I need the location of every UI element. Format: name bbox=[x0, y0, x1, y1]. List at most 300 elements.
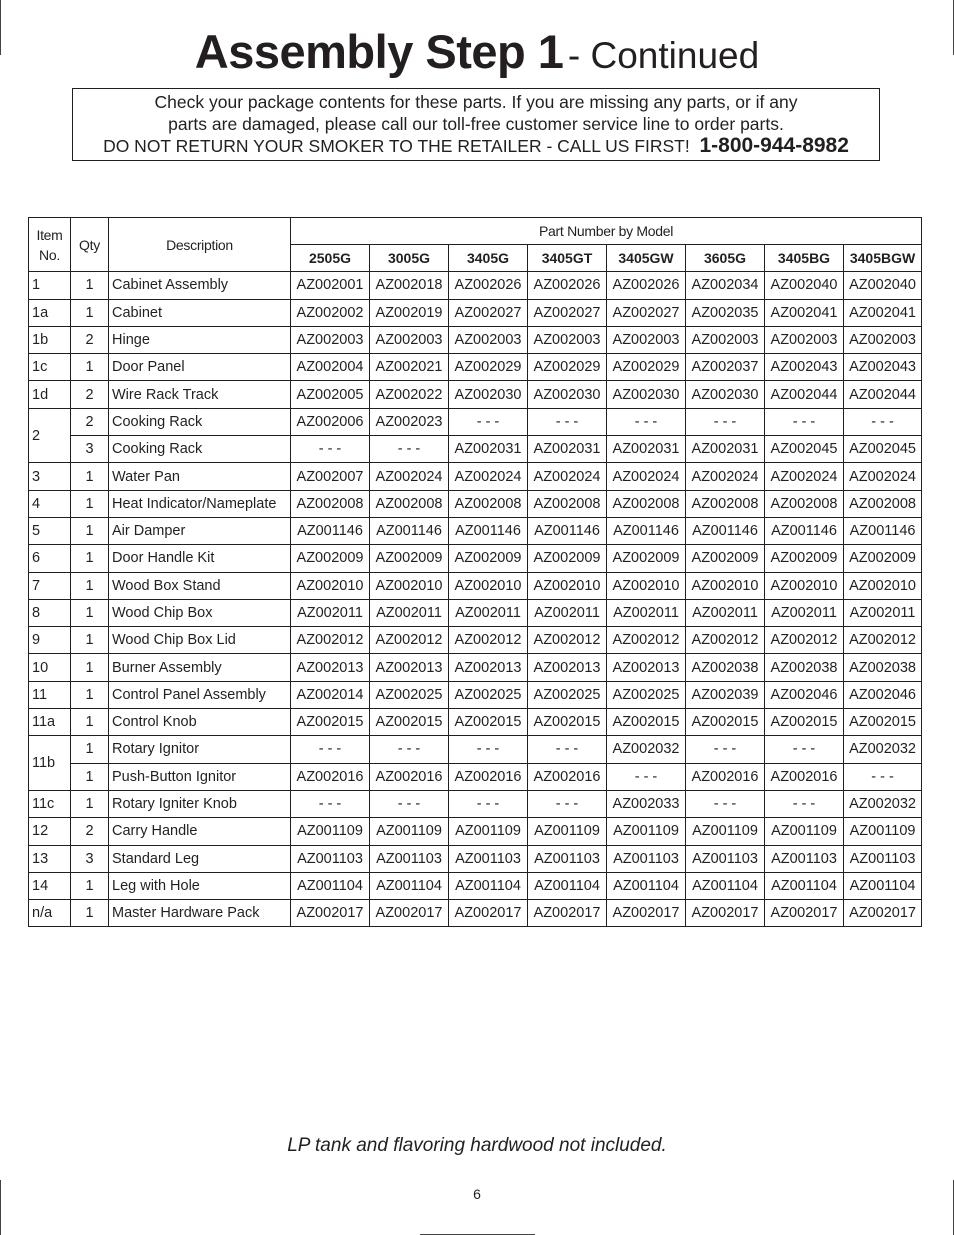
qty-cell: 3 bbox=[71, 845, 109, 872]
part-number-cell: AZ002029 bbox=[607, 354, 686, 381]
part-number-cell: AZ002009 bbox=[528, 545, 607, 572]
part-number-cell: AZ002016 bbox=[291, 763, 370, 790]
item-number-cell: 9 bbox=[29, 627, 71, 654]
part-number-cell: AZ001103 bbox=[765, 845, 844, 872]
part-number-cell: - - - bbox=[765, 736, 844, 763]
part-number-cell: AZ002011 bbox=[528, 599, 607, 626]
part-number-cell: AZ002008 bbox=[528, 490, 607, 517]
part-number-cell: AZ001109 bbox=[844, 818, 922, 845]
part-number-cell: AZ002013 bbox=[449, 654, 528, 681]
notice-line-3 bbox=[73, 135, 879, 157]
description-cell: Air Damper bbox=[109, 517, 291, 544]
part-number-cell: - - - bbox=[765, 408, 844, 435]
table-row bbox=[29, 736, 922, 763]
description-cell: Cabinet Assembly bbox=[109, 272, 291, 299]
part-number-cell: AZ002006 bbox=[291, 408, 370, 435]
item-number-cell: 11a bbox=[29, 709, 71, 736]
part-number-cell: AZ002024 bbox=[607, 463, 686, 490]
part-number-cell: AZ002025 bbox=[528, 681, 607, 708]
part-number-cell: AZ002031 bbox=[607, 436, 686, 463]
part-number-cell: AZ002012 bbox=[686, 627, 765, 654]
part-number-cell: AZ001104 bbox=[370, 872, 449, 899]
part-number-cell: AZ001104 bbox=[291, 872, 370, 899]
part-number-cell: AZ002005 bbox=[291, 381, 370, 408]
part-number-cell: AZ002003 bbox=[370, 326, 449, 353]
table-row bbox=[29, 627, 922, 654]
part-number-cell: AZ002045 bbox=[765, 436, 844, 463]
model-header: 3405GT bbox=[528, 245, 607, 272]
part-number-cell: AZ002038 bbox=[686, 654, 765, 681]
model-header: 2505G bbox=[291, 245, 370, 272]
phone-number: 1-800-944-8982 bbox=[699, 134, 849, 157]
part-number-cell: - - - bbox=[844, 763, 922, 790]
part-number-cell: AZ001146 bbox=[291, 517, 370, 544]
part-number-cell: - - - bbox=[528, 790, 607, 817]
part-number-cell: AZ002015 bbox=[844, 709, 922, 736]
part-number-cell: AZ002025 bbox=[607, 681, 686, 708]
table-row bbox=[29, 709, 922, 736]
description-cell: Cooking Rack bbox=[109, 436, 291, 463]
part-number-cell: - - - bbox=[607, 408, 686, 435]
description-cell: Rotary Ignitor bbox=[109, 736, 291, 763]
table-row bbox=[29, 545, 922, 572]
part-number-cell: AZ002002 bbox=[291, 299, 370, 326]
part-number-cell: AZ002008 bbox=[370, 490, 449, 517]
qty-cell: 1 bbox=[71, 681, 109, 708]
part-number-cell: AZ002010 bbox=[528, 572, 607, 599]
part-number-cell: AZ002011 bbox=[844, 599, 922, 626]
part-number-cell: AZ002012 bbox=[449, 627, 528, 654]
description-cell: Wood Chip Box Lid bbox=[109, 627, 291, 654]
part-number-cell: AZ002024 bbox=[765, 463, 844, 490]
qty-header: Qty bbox=[71, 218, 109, 272]
part-number-cell: AZ002044 bbox=[765, 381, 844, 408]
part-number-cell: AZ002009 bbox=[370, 545, 449, 572]
part-number-cell: - - - bbox=[291, 436, 370, 463]
part-number-cell: AZ002013 bbox=[528, 654, 607, 681]
item-number-cell: 11 bbox=[29, 681, 71, 708]
item-number-cell: 14 bbox=[29, 872, 71, 899]
item-number-cell: 13 bbox=[29, 845, 71, 872]
description-header: Description bbox=[109, 218, 291, 272]
part-number-cell: AZ001103 bbox=[528, 845, 607, 872]
part-number-cell: AZ002024 bbox=[844, 463, 922, 490]
part-number-cell: AZ002003 bbox=[291, 326, 370, 353]
footer-note: LP tank and flavoring hardwood not included. bbox=[287, 1135, 667, 1156]
part-number-cell: AZ002009 bbox=[449, 545, 528, 572]
part-number-cell: AZ001103 bbox=[844, 845, 922, 872]
notice-line-2: parts are damaged, please call our toll-free customer service line to order parts. bbox=[168, 114, 784, 134]
part-number-cell: AZ002017 bbox=[765, 900, 844, 927]
part-number-cell: AZ001146 bbox=[765, 517, 844, 544]
part-number-cell: AZ001103 bbox=[686, 845, 765, 872]
part-number-cell: AZ002046 bbox=[844, 681, 922, 708]
model-header: 3605G bbox=[686, 245, 765, 272]
part-number-cell: AZ002007 bbox=[291, 463, 370, 490]
part-number-cell: AZ002009 bbox=[291, 545, 370, 572]
item-number-cell: 3 bbox=[29, 463, 71, 490]
part-number-cell: AZ002015 bbox=[291, 709, 370, 736]
table-row bbox=[29, 354, 922, 381]
table-row bbox=[29, 572, 922, 599]
description-cell: Burner Assembly bbox=[109, 654, 291, 681]
part-number-cell: AZ002009 bbox=[765, 545, 844, 572]
part-number-cell: AZ002011 bbox=[449, 599, 528, 626]
part-number-cell: AZ002017 bbox=[607, 900, 686, 927]
part-number-cell: AZ002010 bbox=[370, 572, 449, 599]
table-row bbox=[29, 326, 922, 353]
part-number-cell: AZ002012 bbox=[607, 627, 686, 654]
description-cell: Control Panel Assembly bbox=[109, 681, 291, 708]
item-number-cell: 10 bbox=[29, 654, 71, 681]
part-number-cell: AZ002030 bbox=[607, 381, 686, 408]
item-no-header: Item No. bbox=[29, 218, 71, 272]
part-number-cell: - - - bbox=[449, 736, 528, 763]
part-number-cell: AZ002011 bbox=[291, 599, 370, 626]
part-number-cell: AZ002008 bbox=[607, 490, 686, 517]
item-number-cell: 7 bbox=[29, 572, 71, 599]
description-cell: Wood Chip Box bbox=[109, 599, 291, 626]
part-number-cell: AZ001146 bbox=[528, 517, 607, 544]
part-number-cell: AZ001104 bbox=[765, 872, 844, 899]
part-number-cell: AZ002040 bbox=[765, 272, 844, 299]
part-number-cell: AZ002017 bbox=[528, 900, 607, 927]
qty-cell: 1 bbox=[71, 736, 109, 763]
description-cell: Door Handle Kit bbox=[109, 545, 291, 572]
part-number-cell: AZ002018 bbox=[370, 272, 449, 299]
part-number-cell: AZ002017 bbox=[449, 900, 528, 927]
table-row bbox=[29, 681, 922, 708]
page-title bbox=[0, 24, 954, 79]
part-number-cell: AZ002011 bbox=[607, 599, 686, 626]
part-number-cell: AZ002017 bbox=[844, 900, 922, 927]
part-number-cell: AZ002029 bbox=[449, 354, 528, 381]
table-row bbox=[29, 299, 922, 326]
part-number-cell: AZ002015 bbox=[449, 709, 528, 736]
part-number-cell: AZ001104 bbox=[607, 872, 686, 899]
description-cell: Hinge bbox=[109, 326, 291, 353]
description-cell: Leg with Hole bbox=[109, 872, 291, 899]
part-number-cell: AZ002016 bbox=[449, 763, 528, 790]
item-number-cell: 4 bbox=[29, 490, 71, 517]
part-number-cell: AZ002032 bbox=[607, 736, 686, 763]
part-number-cell: AZ002024 bbox=[370, 463, 449, 490]
part-number-cell: - - - bbox=[528, 736, 607, 763]
qty-cell: 1 bbox=[71, 872, 109, 899]
qty-cell: 1 bbox=[71, 272, 109, 299]
part-number-cell: AZ001109 bbox=[291, 818, 370, 845]
part-number-cell: AZ002012 bbox=[765, 627, 844, 654]
part-number-cell: AZ002016 bbox=[528, 763, 607, 790]
part-number-cell: AZ002011 bbox=[370, 599, 449, 626]
part-number-cell: AZ002024 bbox=[449, 463, 528, 490]
part-number-cell: AZ002017 bbox=[291, 900, 370, 927]
qty-cell: 1 bbox=[71, 900, 109, 927]
part-number-cell: AZ002001 bbox=[291, 272, 370, 299]
description-cell: Push-Button Ignitor bbox=[109, 763, 291, 790]
item-number-cell: 5 bbox=[29, 517, 71, 544]
part-number-cell: AZ001146 bbox=[844, 517, 922, 544]
model-header: 3405BG bbox=[765, 245, 844, 272]
part-number-cell: AZ002024 bbox=[686, 463, 765, 490]
part-number-cell: AZ001146 bbox=[449, 517, 528, 544]
description-cell: Carry Handle bbox=[109, 818, 291, 845]
part-number-cell: AZ002012 bbox=[528, 627, 607, 654]
part-number-cell: AZ002041 bbox=[844, 299, 922, 326]
part-number-cell: - - - bbox=[765, 790, 844, 817]
part-number-cell: - - - bbox=[370, 736, 449, 763]
qty-cell: 2 bbox=[71, 408, 109, 435]
description-cell: Wire Rack Track bbox=[109, 381, 291, 408]
part-number-cell: AZ002031 bbox=[449, 436, 528, 463]
description-cell: Standard Leg bbox=[109, 845, 291, 872]
part-number-cell: AZ002027 bbox=[528, 299, 607, 326]
description-cell: Cooking Rack bbox=[109, 408, 291, 435]
part-number-cell: AZ002014 bbox=[291, 681, 370, 708]
description-cell: Master Hardware Pack bbox=[109, 900, 291, 927]
part-number-cell: AZ002030 bbox=[528, 381, 607, 408]
part-number-cell: AZ002010 bbox=[844, 572, 922, 599]
description-cell: Door Panel bbox=[109, 354, 291, 381]
part-number-cell: AZ002040 bbox=[844, 272, 922, 299]
part-number-cell: - - - bbox=[686, 790, 765, 817]
part-number-group-header: Part Number by Model bbox=[291, 218, 922, 245]
part-number-cell: AZ002019 bbox=[370, 299, 449, 326]
part-number-cell: AZ002003 bbox=[528, 326, 607, 353]
table-row bbox=[29, 818, 922, 845]
qty-cell: 1 bbox=[71, 299, 109, 326]
qty-cell: 1 bbox=[71, 627, 109, 654]
part-number-cell: AZ002031 bbox=[686, 436, 765, 463]
part-number-cell: AZ002004 bbox=[291, 354, 370, 381]
part-number-cell: AZ002011 bbox=[765, 599, 844, 626]
qty-cell: 1 bbox=[71, 599, 109, 626]
part-number-cell: AZ001146 bbox=[607, 517, 686, 544]
part-number-cell: AZ002031 bbox=[528, 436, 607, 463]
part-number-cell: AZ002003 bbox=[686, 326, 765, 353]
part-number-cell: AZ001104 bbox=[844, 872, 922, 899]
part-number-cell: AZ002032 bbox=[844, 736, 922, 763]
part-number-cell: - - - bbox=[449, 790, 528, 817]
qty-cell: 1 bbox=[71, 545, 109, 572]
qty-cell: 1 bbox=[71, 763, 109, 790]
part-number-cell: AZ002023 bbox=[370, 408, 449, 435]
page-title-suffix: - Continued bbox=[567, 35, 760, 76]
part-number-cell: AZ001109 bbox=[449, 818, 528, 845]
qty-cell: 2 bbox=[71, 326, 109, 353]
description-cell: Heat Indicator/Nameplate bbox=[109, 490, 291, 517]
part-number-cell: AZ002015 bbox=[765, 709, 844, 736]
part-number-cell: AZ002026 bbox=[449, 272, 528, 299]
table-row bbox=[29, 654, 922, 681]
part-number-cell: AZ002015 bbox=[686, 709, 765, 736]
part-number-cell: AZ002026 bbox=[607, 272, 686, 299]
part-number-cell: AZ002003 bbox=[449, 326, 528, 353]
part-number-cell: - - - bbox=[291, 736, 370, 763]
qty-cell: 1 bbox=[71, 463, 109, 490]
part-number-cell: AZ002008 bbox=[765, 490, 844, 517]
part-number-cell: AZ002044 bbox=[844, 381, 922, 408]
part-number-cell: AZ001103 bbox=[449, 845, 528, 872]
item-number-cell: 2 bbox=[29, 408, 71, 463]
qty-cell: 2 bbox=[71, 818, 109, 845]
part-number-cell: - - - bbox=[449, 408, 528, 435]
part-number-cell: AZ002039 bbox=[686, 681, 765, 708]
qty-cell: 1 bbox=[71, 354, 109, 381]
part-number-cell: AZ002026 bbox=[528, 272, 607, 299]
part-number-cell: AZ002046 bbox=[765, 681, 844, 708]
part-number-cell: AZ002008 bbox=[291, 490, 370, 517]
table-row bbox=[29, 790, 922, 817]
model-header: 3405GW bbox=[607, 245, 686, 272]
item-number-cell: 6 bbox=[29, 545, 71, 572]
qty-cell: 1 bbox=[71, 709, 109, 736]
part-number-cell: AZ002008 bbox=[686, 490, 765, 517]
part-number-cell: AZ002016 bbox=[765, 763, 844, 790]
part-number-cell: AZ002012 bbox=[370, 627, 449, 654]
item-number-cell: 11b bbox=[29, 736, 71, 791]
part-number-cell: AZ002038 bbox=[765, 654, 844, 681]
page-number: 6 bbox=[473, 1186, 481, 1202]
part-number-cell: AZ002032 bbox=[844, 790, 922, 817]
part-number-cell: AZ002010 bbox=[607, 572, 686, 599]
part-number-cell: - - - bbox=[370, 790, 449, 817]
part-number-cell: AZ002030 bbox=[686, 381, 765, 408]
item-number-cell: 1b bbox=[29, 326, 71, 353]
notice-box bbox=[72, 88, 880, 161]
table-row bbox=[29, 408, 922, 435]
part-number-cell: AZ002025 bbox=[449, 681, 528, 708]
item-number-cell: 11c bbox=[29, 790, 71, 817]
part-number-cell: AZ001109 bbox=[528, 818, 607, 845]
description-cell: Control Knob bbox=[109, 709, 291, 736]
table-row bbox=[29, 381, 922, 408]
table-row bbox=[29, 490, 922, 517]
part-number-cell: AZ001146 bbox=[686, 517, 765, 544]
part-number-cell: - - - bbox=[686, 736, 765, 763]
part-number-cell: AZ002008 bbox=[449, 490, 528, 517]
description-cell: Rotary Igniter Knob bbox=[109, 790, 291, 817]
part-number-cell: AZ002017 bbox=[370, 900, 449, 927]
part-number-cell: AZ002045 bbox=[844, 436, 922, 463]
part-number-cell: AZ002009 bbox=[844, 545, 922, 572]
part-number-cell: AZ002043 bbox=[844, 354, 922, 381]
qty-cell: 1 bbox=[71, 517, 109, 544]
table-row bbox=[29, 272, 922, 299]
part-number-cell: AZ002043 bbox=[765, 354, 844, 381]
item-number-cell: 1a bbox=[29, 299, 71, 326]
part-number-cell: - - - bbox=[528, 408, 607, 435]
part-number-cell: AZ002024 bbox=[528, 463, 607, 490]
description-cell: Cabinet bbox=[109, 299, 291, 326]
part-number-cell: AZ001104 bbox=[449, 872, 528, 899]
part-number-cell: AZ002033 bbox=[607, 790, 686, 817]
part-number-cell: AZ002041 bbox=[765, 299, 844, 326]
qty-cell: 1 bbox=[71, 572, 109, 599]
description-cell: Water Pan bbox=[109, 463, 291, 490]
qty-cell: 2 bbox=[71, 381, 109, 408]
part-number-cell: - - - bbox=[607, 763, 686, 790]
model-header: 3005G bbox=[370, 245, 449, 272]
part-number-cell: AZ002009 bbox=[607, 545, 686, 572]
part-number-cell: - - - bbox=[370, 436, 449, 463]
part-number-cell: AZ002025 bbox=[370, 681, 449, 708]
part-number-cell: AZ002034 bbox=[686, 272, 765, 299]
part-number-cell: AZ002030 bbox=[449, 381, 528, 408]
part-number-cell: AZ002010 bbox=[686, 572, 765, 599]
part-number-cell: AZ002015 bbox=[528, 709, 607, 736]
qty-cell: 1 bbox=[71, 790, 109, 817]
parts-table bbox=[28, 217, 922, 927]
part-number-cell: AZ001103 bbox=[291, 845, 370, 872]
item-number-cell: n/a bbox=[29, 900, 71, 927]
part-number-cell: AZ002035 bbox=[686, 299, 765, 326]
item-number-cell: 1 bbox=[29, 272, 71, 299]
part-number-cell: AZ001103 bbox=[370, 845, 449, 872]
item-number-cell: 12 bbox=[29, 818, 71, 845]
part-number-cell: AZ002012 bbox=[844, 627, 922, 654]
part-number-cell: AZ002037 bbox=[686, 354, 765, 381]
table-row bbox=[29, 599, 922, 626]
part-number-cell: AZ002013 bbox=[607, 654, 686, 681]
table-row bbox=[29, 900, 922, 927]
part-number-cell: AZ002012 bbox=[291, 627, 370, 654]
part-number-cell: AZ002022 bbox=[370, 381, 449, 408]
part-number-cell: AZ002008 bbox=[844, 490, 922, 517]
part-number-cell: AZ002021 bbox=[370, 354, 449, 381]
part-number-cell: AZ002009 bbox=[686, 545, 765, 572]
part-number-cell: AZ002010 bbox=[291, 572, 370, 599]
part-number-cell: AZ002003 bbox=[765, 326, 844, 353]
part-number-cell: AZ002038 bbox=[844, 654, 922, 681]
part-number-cell: AZ002013 bbox=[291, 654, 370, 681]
description-cell: Wood Box Stand bbox=[109, 572, 291, 599]
part-number-cell: - - - bbox=[291, 790, 370, 817]
model-header: 3405G bbox=[449, 245, 528, 272]
part-number-cell: - - - bbox=[686, 408, 765, 435]
part-number-cell: AZ002010 bbox=[765, 572, 844, 599]
part-number-cell: AZ002027 bbox=[607, 299, 686, 326]
part-number-cell: AZ002029 bbox=[528, 354, 607, 381]
table-row bbox=[29, 872, 922, 899]
part-number-cell: AZ001103 bbox=[607, 845, 686, 872]
part-number-cell: AZ001109 bbox=[370, 818, 449, 845]
part-number-cell: AZ002015 bbox=[370, 709, 449, 736]
part-number-cell: AZ001104 bbox=[686, 872, 765, 899]
model-header: 3405BGW bbox=[844, 245, 922, 272]
table-row bbox=[29, 845, 922, 872]
part-number-cell: AZ002013 bbox=[370, 654, 449, 681]
item-number-cell: 1c bbox=[29, 354, 71, 381]
qty-cell: 3 bbox=[71, 436, 109, 463]
part-number-cell: AZ001109 bbox=[607, 818, 686, 845]
part-number-cell: AZ002003 bbox=[844, 326, 922, 353]
qty-cell: 1 bbox=[71, 490, 109, 517]
notice-warning: DO NOT RETURN YOUR SMOKER TO THE RETAILER - CALL US FIRST! bbox=[103, 136, 690, 156]
part-number-cell: AZ002017 bbox=[686, 900, 765, 927]
part-number-cell: AZ001109 bbox=[765, 818, 844, 845]
part-number-cell: AZ002010 bbox=[449, 572, 528, 599]
page-title-main: Assembly Step 1 bbox=[194, 25, 564, 78]
qty-cell: 1 bbox=[71, 654, 109, 681]
part-number-cell: AZ002003 bbox=[607, 326, 686, 353]
notice-line-1: Check your package contents for these parts. If you are missing any parts, or if any bbox=[154, 92, 798, 112]
part-number-cell: - - - bbox=[844, 408, 922, 435]
table-row bbox=[29, 517, 922, 544]
part-number-cell: AZ002027 bbox=[449, 299, 528, 326]
item-number-cell: 1d bbox=[29, 381, 71, 408]
table-row bbox=[29, 436, 922, 463]
